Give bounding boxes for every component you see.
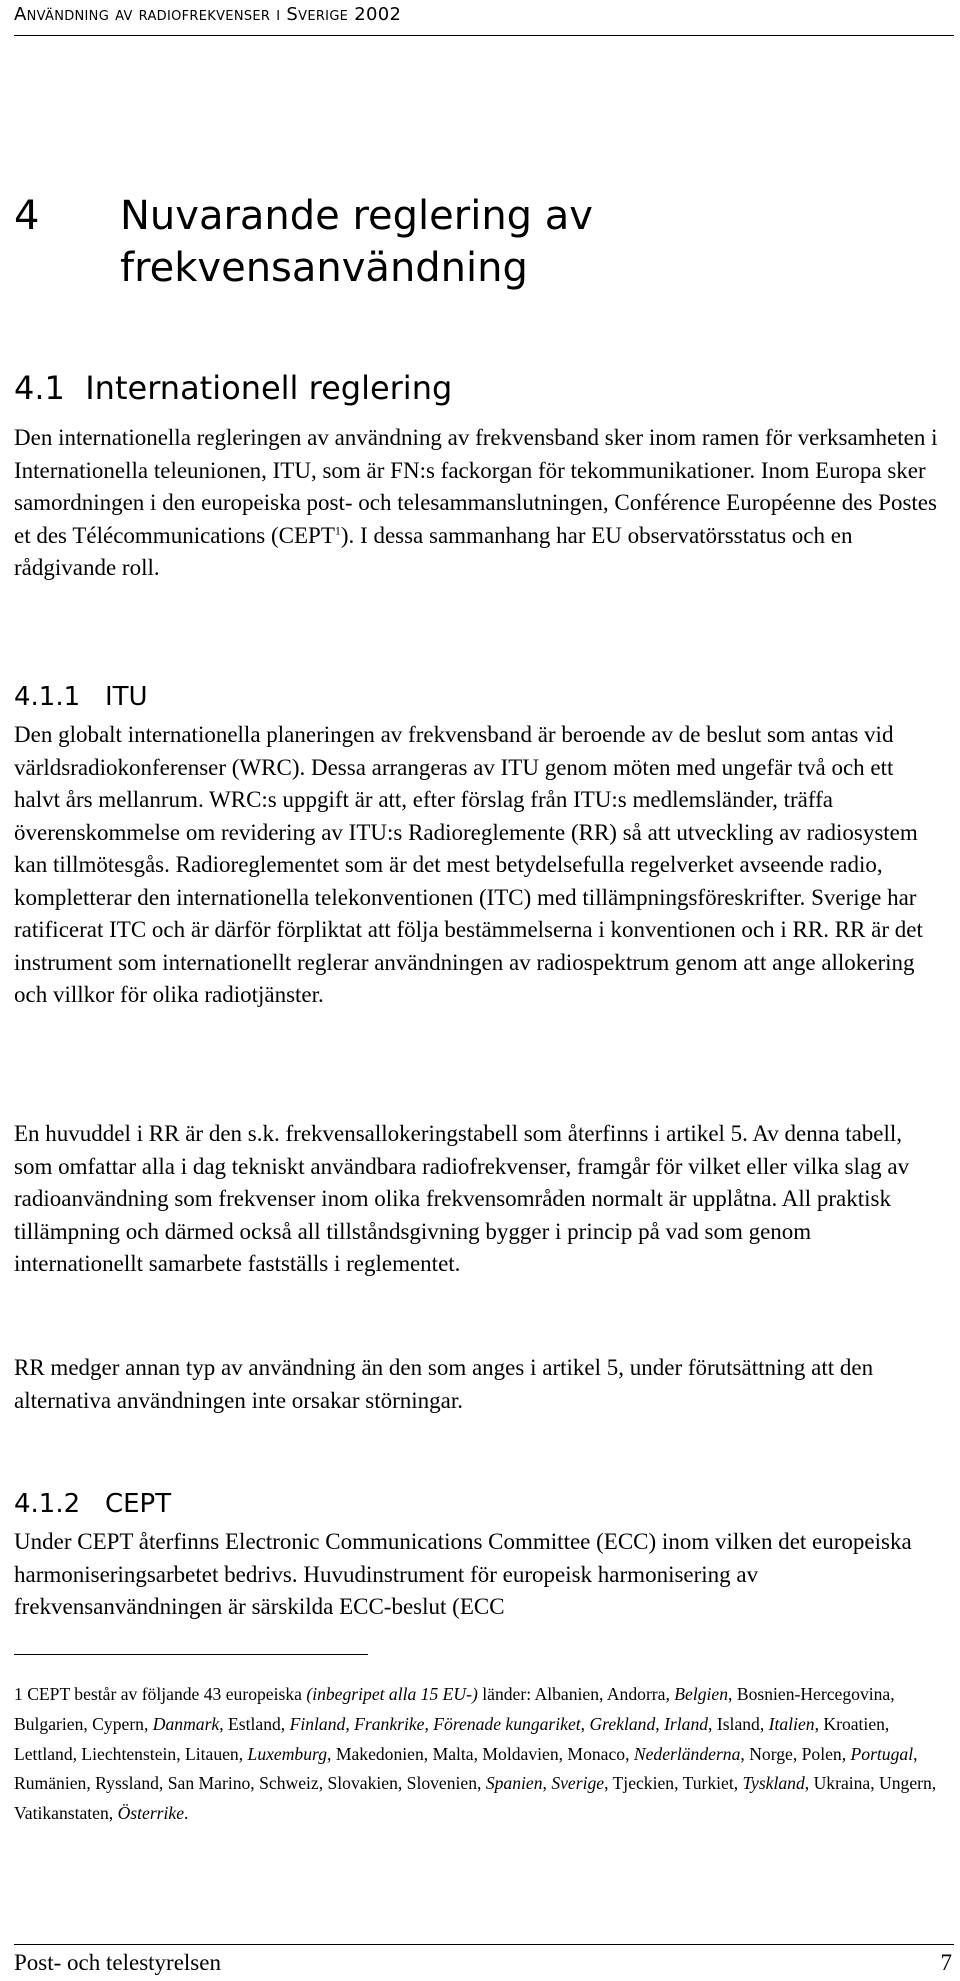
itu-paragraph-1: Den globalt internationella planeringen av frekvensband är beroende av de beslut som antas vid världsradiokonferenser (WRC). Dessa arrangeras av ITU genom möten med ungefär två och ett halvt års mellanrum. WRC:s uppgift är att, efter förslag från ITU:s medlemsländer, träffa överenskommelse om revidering av ITU:s Radioreglemente (RR) så att utveckling av radiosystem kan tillmötesgås. Radioreglementet som är det mest betydelsefulla regelverket avseende radio, kompletterar den internationella telekonventionen (ITC) med tillämpningsföreskrifter. Sverige har ratificerat ITC och är därför förpliktat att följa bestämmelserna i konventionen och i RR. RR är det instrument som internationellt reglerar användningen av radiospektrum genom att ange allokering och villkor för olika radiotjänster. <box>14 722 923 1007</box>
footnote-text-segment: , <box>655 1713 665 1734</box>
chapter-number: 4 <box>14 193 40 239</box>
footnote-country-italic: (inbegripet alla 15 EU-) <box>306 1684 478 1704</box>
footer-publisher: Post- och telestyrelsen <box>14 1950 221 1975</box>
section-title: ITU <box>104 682 148 712</box>
footnote-country-italic: Grekland <box>589 1713 656 1734</box>
footnote-rule <box>14 1654 368 1655</box>
footnote-text-segment: , Tjeckien, Turkiet, <box>604 1773 743 1794</box>
footnote-text-segment: , <box>345 1713 355 1734</box>
section-number: 4.1.2 <box>14 1489 81 1519</box>
footnote-text-segment: , Rumänien, Ryssland, San Marino, Schweiz, Slovakien, Slovenien, <box>14 1743 918 1794</box>
section-4-1-2-heading <box>14 1488 171 1520</box>
section-title: Internationell reglering <box>85 369 453 407</box>
footnote-text-segment: , Island, <box>708 1713 769 1734</box>
footnote-text-segment: , Estland, <box>219 1713 290 1734</box>
footnote-text <box>14 1684 936 1823</box>
footnote-text-segment: , Ukraina, Ungern, Vatikanstaten, <box>14 1773 937 1824</box>
section-number: 4.1 <box>14 369 65 407</box>
section-4-1-paragraph <box>14 422 944 585</box>
footnote-country-italic: Tyskland <box>742 1773 805 1794</box>
footnote-text-segment: , Kroatien, Lettland, Liechtenstein, Litauen, <box>14 1713 890 1764</box>
footnote-country-italic: Danmark <box>152 1713 220 1734</box>
footnote-text-segment: , Makedonien, Malta, Moldavien, Monaco, <box>327 1743 634 1764</box>
footnote-text-segment: , Bosnien-Hercegovina, Bulgarien, Cypern, <box>14 1684 895 1734</box>
footnote-text-segment: , <box>542 1773 552 1794</box>
footnote-country-italic: Luxemburg <box>247 1743 328 1764</box>
footnote-country-italic: Portugal <box>850 1743 914 1764</box>
footnote-country-italic: Österrike <box>117 1803 185 1824</box>
footnote-country-italic: Nederländerna <box>633 1743 741 1764</box>
footnote-marker: 1 <box>14 1684 23 1704</box>
chapter-title-line1: Nuvarande reglering av <box>120 193 593 239</box>
header-rule <box>14 35 954 36</box>
chapter-heading <box>14 190 593 294</box>
section-title: CEPT <box>104 1489 172 1519</box>
footnote-country-italic: Irland <box>664 1713 709 1734</box>
itu-paragraph-2: En huvuddel i RR är den s.k. frekvensallokeringstabell som återfinns i artikel 5. Av denna tabell, som omfattar alla i dag tekniskt användbara radiofrekvenser, framgår för vilket eller vilka slag av radioanvändning som frekvenser inom olika frekvensområden normalt är upplåtna. All praktisk tillämpning och därmed också all tillståndsgivning bygger i princip på vad som genom internationellt samarbete fastställs i reglementet. <box>14 1121 910 1276</box>
paragraph-text: Den internationella regleringen av användning av frekvensband sker inom ramen för verksamheten i Internationella teleunionen, ITU, som är FN:s fackorgan för tekommunikationer. Inom Europa sker samordningen i den europeiska post- och telesammanslutningen, Conférence Européenne des Postes et des Télécommunications (CEPT <box>14 425 938 548</box>
paragraph-text: ). I dessa sammanhang har EU observatörsstatus och en rådgivande roll. <box>14 522 853 580</box>
footnote-country-italic: Italien <box>768 1713 815 1734</box>
chapter-title-line2: frekvensanvändning <box>120 245 528 291</box>
section-4-1-heading <box>14 368 452 408</box>
footnote-text-segment: CEPT består av följande 43 europeiska <box>22 1684 307 1704</box>
footnote-text-segment: , Norge, Polen, <box>740 1743 851 1764</box>
section-4-1-1-heading <box>14 681 148 713</box>
footnote-text-segment: . <box>184 1803 189 1824</box>
footnote-country-italic: Spanien <box>485 1773 543 1794</box>
cept-paragraph: Under CEPT återfinns Electronic Communications Committee (ECC) inom vilken det europeiska harmoniseringsarbetet bedrivs. Huvudinstrument för europeisk harmonisering av frekvensanvändningen är särskilda ECC-beslut (ECC <box>14 1529 912 1619</box>
footnote-country-italic: Finland <box>289 1713 346 1734</box>
footer-rule <box>14 1944 954 1945</box>
footnote-country-italic: Förenade kungariket <box>433 1713 581 1734</box>
footnote-reference[interactable]: 1 <box>334 522 341 537</box>
footnote-text-segment: , <box>580 1713 590 1734</box>
footnote-country-italic: Sverige <box>551 1773 605 1794</box>
footnote-text-segment: , <box>424 1713 434 1734</box>
section-number: 4.1.1 <box>14 682 81 712</box>
footnote-text-segment: länder: Albanien, Andorra, <box>477 1684 675 1704</box>
running-header: Användning av radiofrekvenser i Sverige 2002 <box>14 4 402 25</box>
footnote-country-italic: Belgien <box>674 1684 729 1704</box>
itu-paragraph-3: RR medger annan typ av användning än den som anges i artikel 5, under förutsättning att den alternativa användningen inte orsakar störningar. <box>14 1355 874 1413</box>
footnote-country-italic: Frankrike <box>354 1713 425 1734</box>
page-number: 7 <box>940 1950 952 1975</box>
footnote <box>14 1680 949 1829</box>
